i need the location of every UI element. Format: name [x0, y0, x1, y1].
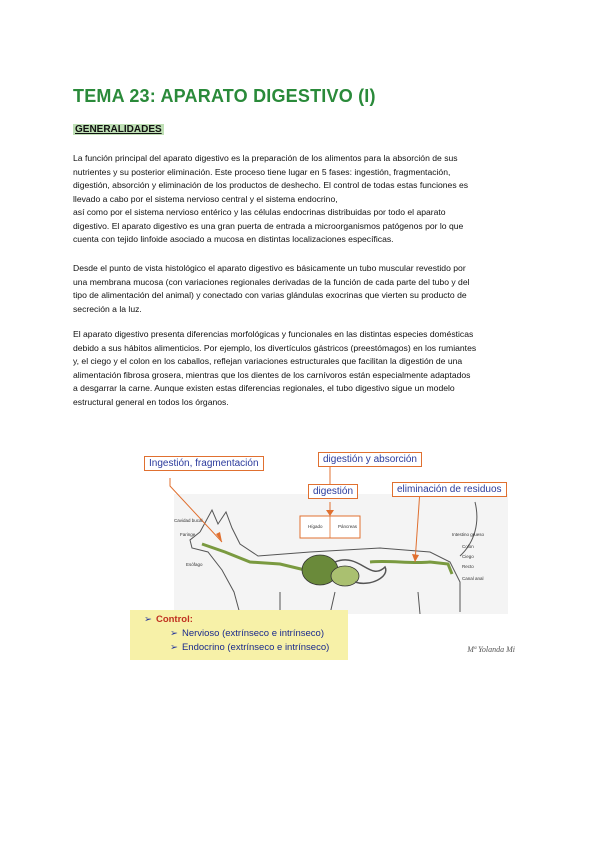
paragraph-3 [73, 328, 505, 409]
paragraph-2 [73, 262, 505, 316]
text-line: nutrientes y su posterior eliminación. Este proceso tiene lugar en 5 fases: ingestión, fragmentación, [73, 166, 451, 177]
arrow-bullet-icon: ➢ [170, 628, 178, 639]
digestion-label: digestión [308, 484, 358, 499]
anatomy-label: Recto [462, 564, 474, 569]
text-line: La función principal del aparato digestivo es la preparación de los alimentos para la absorción de sus [73, 153, 458, 163]
text-line: cuenta con tejido linfoide asociado a mucosa en distintas localizaciones específicas. [73, 234, 394, 244]
anatomy-label: Faringe [180, 532, 196, 537]
text-line: tipo de alimentación del animal) y conectado con varias glándulas exocrinas que vierten su producto de [73, 290, 467, 300]
control-box [130, 610, 348, 660]
arrow-bullet-icon: ➢ [144, 614, 152, 625]
digestive-system-figure [130, 452, 515, 660]
anatomy-label: Cavidad bucal [174, 518, 203, 523]
digestion-absorption-label: digestión y absorción [318, 452, 422, 467]
figure-caption: Mª Yolanda Mi [467, 645, 515, 654]
text-line: a desgarrar la carne. Aunque existen estas diferencias regionales, el tubo digestivo sigue un modelo [73, 383, 455, 393]
text-line: y, el ciego y el colon en los caballos, reflejan variaciones estructurales que facilitan la digestión de una [73, 356, 463, 366]
text-line: digestivo. El aparato digestivo es una gran puerta de entrada a microorganismos patógenos por lo que [73, 220, 464, 231]
anatomy-label: Esófago [186, 562, 203, 567]
text-line: debido a sus hábitos alimenticios. Por ejemplo, los divertículos gástricos (preestómagos) en los rumiantes [73, 342, 477, 353]
anatomy-label: Colon [462, 544, 474, 549]
text-line: así como por el sistema nervioso entérico y las células endocrinas distribuidas por todo el aparato [73, 207, 446, 217]
anatomy-label: Intestino grueso [452, 532, 485, 537]
text-line: El aparato digestivo presenta diferencias morfológicas y funcionales en las distintas especies domésticas [73, 329, 474, 339]
control-item: ➢ Nervioso (extrínseco e intrínseco) [170, 628, 324, 639]
anatomy-label: Ciego [462, 554, 474, 559]
text-line: una membrana mucosa (con variaciones regionales derivadas de la función de cada parte del tubo y del [73, 276, 470, 287]
text-line: llevado a cabo por el sistema nervioso central y el sistema endocrino, [73, 193, 338, 204]
page-title: TEMA 23: APARATO DIGESTIVO (I) [73, 86, 376, 106]
paragraph-1 [73, 152, 505, 247]
text-line: estructural general en todos los órganos. [73, 396, 229, 407]
text-line: alimentación fibrosa grosera, mientras que los dientes de los carnívoros están especialmente adaptados [73, 369, 471, 380]
control-item: ➢ Endocrino (extrínseco e intrínseco) [170, 642, 330, 653]
anatomy-label: Hígado [308, 524, 323, 529]
anatomy-label: Páncreas [338, 524, 358, 529]
anatomy-label: Canal anal [462, 576, 484, 581]
ingestion-label: Ingestión, fragmentación [144, 456, 264, 471]
text-line: secreción a la luz. [73, 303, 142, 314]
arrow-bullet-icon: ➢ [170, 642, 178, 653]
text-line: digestión, absorción y eliminación de los productos de deshecho. El control de todas estas funciones es [73, 180, 469, 190]
section-heading: GENERALIDADES [75, 124, 162, 135]
elimination-label: eliminación de residuos [392, 482, 507, 497]
control-heading: ➢ Control: [144, 614, 193, 625]
text-line: Desde el punto de vista histológico el aparato digestivo es básicamente un tubo muscular revestido por [73, 263, 466, 273]
